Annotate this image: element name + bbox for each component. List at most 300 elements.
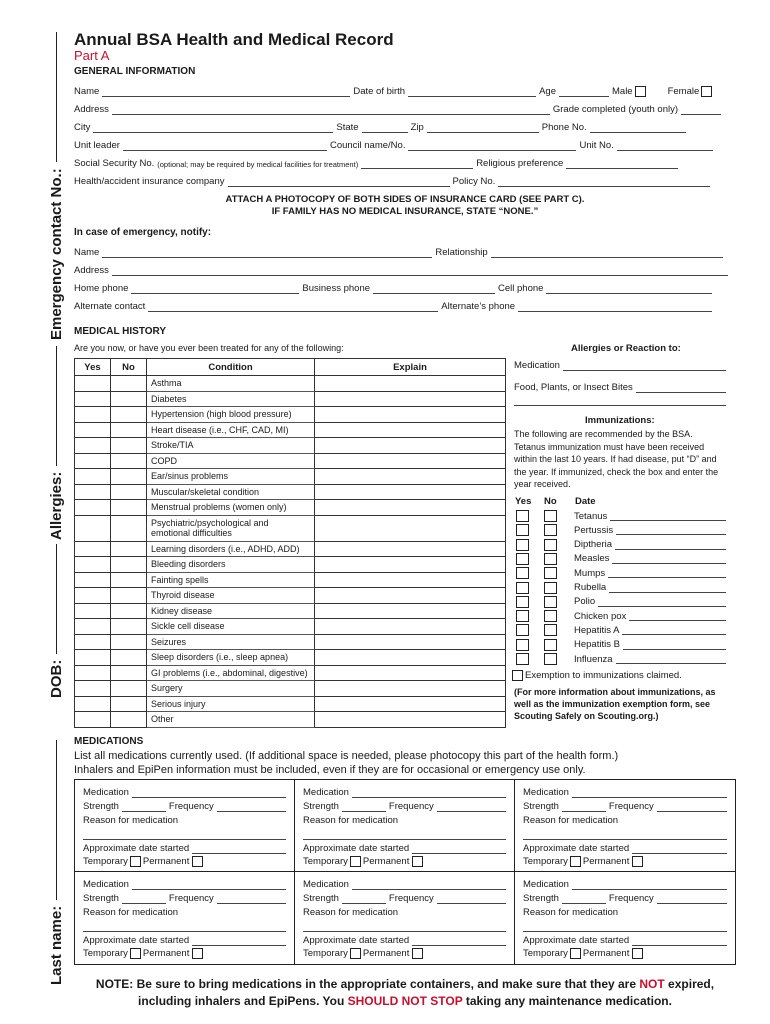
approx-date-label: Approximate date started <box>83 843 190 854</box>
med-name-field[interactable] <box>132 789 286 798</box>
condition-row <box>75 376 506 392</box>
condition-label: Menstrual problems (women only) <box>147 500 315 516</box>
row-allergy-med <box>514 358 726 371</box>
reason-label: Reason for medication <box>523 815 619 826</box>
ssn-field[interactable] <box>361 160 473 169</box>
condition-yes-cell[interactable] <box>75 650 111 666</box>
temporary-checkbox[interactable] <box>130 856 141 867</box>
approx-date-field[interactable] <box>192 937 286 946</box>
immunization-label: Mumps <box>574 567 606 579</box>
condition-label: Seizures <box>147 634 315 650</box>
medication-entry <box>295 780 515 872</box>
condition-label: Fainting spells <box>147 572 315 588</box>
home-phone-label: Home phone <box>74 283 129 294</box>
condition-yes-cell[interactable] <box>75 603 111 619</box>
approx-date-label: Approximate date started <box>83 935 190 946</box>
female-checkbox[interactable] <box>701 86 712 97</box>
grade-field[interactable] <box>681 106 721 115</box>
business-phone-field[interactable] <box>373 285 495 294</box>
temporary-checkbox[interactable] <box>350 856 361 867</box>
policy-label: Policy No. <box>452 176 496 187</box>
approx-date-field[interactable] <box>412 845 506 854</box>
permanent-label: Permanent <box>582 947 630 959</box>
condition-explain-field[interactable] <box>315 681 506 697</box>
imm-no-checkbox[interactable] <box>544 510 557 522</box>
reason-label: Reason for medication <box>83 907 179 918</box>
condition-row <box>75 391 506 407</box>
condition-row <box>75 650 506 666</box>
general-heading: GENERAL INFORMATION <box>74 66 196 77</box>
col-explain: Explain <box>315 359 506 376</box>
imm-no-checkbox[interactable] <box>544 639 557 651</box>
condition-explain-field[interactable] <box>315 391 506 407</box>
emergency-contact-side <box>48 32 65 340</box>
row-unit <box>74 138 736 151</box>
condition-row <box>75 665 506 681</box>
imm-no-checkbox[interactable] <box>544 596 557 608</box>
imm-no-checkbox[interactable] <box>544 653 557 665</box>
condition-yes-cell[interactable] <box>75 500 111 516</box>
medication-note <box>74 976 736 1010</box>
condition-no-cell[interactable] <box>111 422 147 438</box>
col-condition: Condition <box>147 359 315 376</box>
immunization-date-field[interactable] <box>615 541 726 550</box>
unit-no-field[interactable] <box>617 142 713 151</box>
strength-field[interactable] <box>562 895 606 904</box>
condition-label: COPD <box>147 453 315 469</box>
alternate-label: Alternate contact <box>74 301 146 312</box>
condition-no-cell[interactable] <box>111 588 147 604</box>
condition-no-cell[interactable] <box>111 650 147 666</box>
condition-yes-cell[interactable] <box>75 422 111 438</box>
approx-date-field[interactable] <box>412 937 506 946</box>
em-name-field[interactable] <box>102 249 432 258</box>
condition-explain-field[interactable] <box>315 603 506 619</box>
permanent-checkbox[interactable] <box>632 856 643 867</box>
immunization-row <box>516 538 726 552</box>
condition-explain-field[interactable] <box>315 696 506 712</box>
approx-date-field[interactable] <box>632 937 727 946</box>
approx-date-label: Approximate date started <box>523 843 630 854</box>
med-name-field[interactable] <box>572 789 727 798</box>
condition-no-cell[interactable] <box>111 541 147 557</box>
imm-yes-checkbox[interactable] <box>516 567 529 579</box>
condition-row <box>75 681 506 697</box>
condition-explain-field[interactable] <box>315 453 506 469</box>
em-address-field[interactable] <box>112 267 728 276</box>
reason-field[interactable] <box>523 923 727 932</box>
reason-field[interactable] <box>523 831 727 840</box>
unit-leader-field[interactable] <box>123 142 327 151</box>
condition-no-cell[interactable] <box>111 407 147 423</box>
condition-label: Other <box>147 712 315 728</box>
approx-date-field[interactable] <box>632 845 727 854</box>
unit-no-label: Unit No. <box>579 140 614 151</box>
condition-yes-cell[interactable] <box>75 438 111 454</box>
condition-label: Kidney disease <box>147 603 315 619</box>
male-checkbox[interactable] <box>635 86 646 97</box>
condition-no-cell[interactable] <box>111 619 147 635</box>
age-field[interactable] <box>559 88 609 97</box>
condition-explain-field[interactable] <box>315 376 506 392</box>
imm-no-checkbox[interactable] <box>544 582 557 594</box>
condition-explain-field[interactable] <box>315 619 506 635</box>
row-em-address <box>74 263 736 276</box>
condition-label: Hypertension (high blood pressure) <box>147 407 315 423</box>
frequency-label: Frequency <box>168 801 214 812</box>
age-label: Age <box>539 86 556 97</box>
immunization-date-field[interactable] <box>629 612 726 621</box>
condition-label: Heart disease (i.e., CHF, CAD, MI) <box>147 422 315 438</box>
condition-label: Muscular/skeletal condition <box>147 484 315 500</box>
med-name-label: Medication <box>523 879 569 890</box>
strength-field[interactable] <box>122 803 166 812</box>
imm-col-no: No <box>544 496 557 507</box>
policy-field[interactable] <box>498 178 710 187</box>
medication-entry <box>75 872 295 964</box>
last-name-side-line[interactable] <box>56 740 57 900</box>
phone-field[interactable] <box>590 124 686 133</box>
immunization-label: Influenza <box>574 653 613 665</box>
alternate-field[interactable] <box>148 303 438 312</box>
condition-no-cell[interactable] <box>111 515 147 541</box>
imm-no-checkbox[interactable] <box>544 524 557 536</box>
condition-no-cell[interactable] <box>111 557 147 573</box>
condition-yes-cell[interactable] <box>75 541 111 557</box>
condition-explain-field[interactable] <box>315 484 506 500</box>
imm-yes-checkbox[interactable] <box>516 639 529 651</box>
condition-yes-cell[interactable] <box>75 588 111 604</box>
condition-no-cell[interactable] <box>111 484 147 500</box>
emergency-side-label: Emergency contact No.: <box>48 168 65 340</box>
condition-label: Asthma <box>147 376 315 392</box>
condition-explain-field[interactable] <box>315 634 506 650</box>
temporary-label: Temporary <box>83 947 128 959</box>
condition-yes-cell[interactable] <box>75 572 111 588</box>
strength-label: Strength <box>83 893 119 904</box>
condition-no-cell[interactable] <box>111 603 147 619</box>
frequency-field[interactable] <box>217 895 286 904</box>
immunization-date-field[interactable] <box>616 655 726 664</box>
immunization-row <box>516 623 726 637</box>
condition-no-cell[interactable] <box>111 634 147 650</box>
reason-field[interactable] <box>83 831 286 840</box>
immunization-date-field[interactable] <box>609 584 726 593</box>
medication-entry <box>295 872 515 964</box>
med-name-label: Medication <box>523 787 569 798</box>
condition-yes-cell[interactable] <box>75 696 111 712</box>
immunization-date-field[interactable] <box>598 598 726 607</box>
reason-field[interactable] <box>303 831 506 840</box>
emergency-heading: In case of emergency, notify: <box>74 227 212 238</box>
condition-label: Sleep disorders (i.e., sleep apnea) <box>147 650 315 666</box>
allergy-food-field[interactable] <box>636 384 726 393</box>
condition-explain-field[interactable] <box>315 500 506 516</box>
imm-no-checkbox[interactable] <box>544 539 557 551</box>
allergy-food-label: Food, Plants, or Insect Bites <box>514 382 633 393</box>
frequency-field[interactable] <box>657 803 727 812</box>
attach-line-1: ATTACH A PHOTOCOPY OF BOTH SIDES OF INSURANCE CARD (SEE PART C). <box>225 194 585 205</box>
med-name-field[interactable] <box>132 881 286 890</box>
reason-label: Reason for medication <box>83 815 179 826</box>
condition-label: Ear/sinus problems <box>147 469 315 485</box>
condition-no-cell[interactable] <box>111 572 147 588</box>
strength-field[interactable] <box>122 895 166 904</box>
temporary-label: Temporary <box>303 947 348 959</box>
permanent-label: Permanent <box>582 855 630 867</box>
immunization-date-field[interactable] <box>622 626 726 635</box>
condition-yes-cell[interactable] <box>75 634 111 650</box>
condition-row <box>75 712 506 728</box>
name-field[interactable] <box>102 88 350 97</box>
imm-yes-checkbox[interactable] <box>516 553 529 565</box>
address-field[interactable] <box>112 106 550 115</box>
insurance-field[interactable] <box>228 178 450 187</box>
immunization-row <box>516 609 726 623</box>
immunization-row <box>516 638 726 652</box>
condition-explain-field[interactable] <box>315 515 506 541</box>
condition-explain-field[interactable] <box>315 572 506 588</box>
strength-field[interactable] <box>342 803 386 812</box>
allergy-med-field[interactable] <box>563 362 726 371</box>
med-name-label: Medication <box>83 879 129 890</box>
strength-field[interactable] <box>342 895 386 904</box>
allergies-side-label: Allergies: <box>48 471 65 540</box>
med-name-field[interactable] <box>352 881 506 890</box>
city-field[interactable] <box>93 124 333 133</box>
condition-no-cell[interactable] <box>111 376 147 392</box>
immunization-date-field[interactable] <box>612 555 726 564</box>
med-name-label: Medication <box>303 787 349 798</box>
allergy-med-label: Medication <box>514 360 560 371</box>
condition-no-cell[interactable] <box>111 391 147 407</box>
med-name-field[interactable] <box>572 881 727 890</box>
col-no: No <box>111 359 147 376</box>
condition-explain-field[interactable] <box>315 665 506 681</box>
exemption-label: Exemption to immunizations claimed. <box>525 670 682 681</box>
home-phone-field[interactable] <box>131 285 299 294</box>
immunization-date-field[interactable] <box>616 526 726 535</box>
condition-yes-cell[interactable] <box>75 665 111 681</box>
condition-yes-cell[interactable] <box>75 391 111 407</box>
permanent-checkbox[interactable] <box>632 948 643 959</box>
state-label: State <box>336 122 359 133</box>
frequency-label: Frequency <box>168 893 214 904</box>
condition-yes-cell[interactable] <box>75 515 111 541</box>
form-title: Annual BSA Health and Medical Record <box>74 30 394 49</box>
imm-no-checkbox[interactable] <box>544 624 557 636</box>
condition-explain-field[interactable] <box>315 541 506 557</box>
condition-label: Learning disorders (i.e., ADHD, ADD) <box>147 541 315 557</box>
allergies-heading: Allergies or Reaction to: <box>571 343 681 354</box>
reason-field[interactable] <box>303 923 506 932</box>
dob-label: Date of birth <box>353 86 406 97</box>
condition-row <box>75 500 506 516</box>
condition-no-cell[interactable] <box>111 469 147 485</box>
imm-no-checkbox[interactable] <box>544 610 557 622</box>
permanent-checkbox[interactable] <box>412 856 423 867</box>
phone-label: Phone No. <box>541 122 587 133</box>
dob-side-label: DOB: <box>48 659 65 698</box>
business-phone-label: Business phone <box>302 283 371 294</box>
imm-yes-checkbox[interactable] <box>516 610 529 622</box>
relationship-field[interactable] <box>491 249 723 258</box>
imm-yes-checkbox[interactable] <box>516 653 529 665</box>
immunization-date-field[interactable] <box>608 569 726 578</box>
row-ssn <box>74 156 736 169</box>
condition-row <box>75 407 506 423</box>
row-insurance <box>74 174 736 187</box>
approx-date-field[interactable] <box>192 845 286 854</box>
condition-explain-field[interactable] <box>315 422 506 438</box>
immunization-label: Diptheria <box>574 539 613 551</box>
strength-field[interactable] <box>562 803 606 812</box>
condition-explain-field[interactable] <box>315 712 506 728</box>
alt-phone-field[interactable] <box>518 303 712 312</box>
condition-no-cell[interactable] <box>111 681 147 697</box>
imm-yes-checkbox[interactable] <box>516 510 529 522</box>
imm-yes-checkbox[interactable] <box>516 539 529 551</box>
condition-yes-cell[interactable] <box>75 469 111 485</box>
note-text-3: including inhalers and EpiPens. You <box>138 994 348 1008</box>
row-allergy-food <box>514 380 726 393</box>
council-field[interactable] <box>408 142 576 151</box>
dob-side-line[interactable] <box>56 544 57 654</box>
imm-col-yes: Yes <box>515 496 532 507</box>
immunization-row <box>516 652 726 666</box>
condition-label: Psychiatric/psychological and emotional difficulties <box>147 515 315 541</box>
row-em-phones <box>74 281 736 294</box>
reason-label: Reason for medication <box>303 907 399 918</box>
temporary-label: Temporary <box>523 947 568 959</box>
condition-row <box>75 438 506 454</box>
religious-field[interactable] <box>566 160 678 169</box>
permanent-checkbox[interactable] <box>192 856 203 867</box>
medications-grid <box>74 779 736 965</box>
condition-yes-cell[interactable] <box>75 712 111 728</box>
condition-no-cell[interactable] <box>111 438 147 454</box>
condition-no-cell[interactable] <box>111 500 147 516</box>
insurance-label: Health/accident insurance company <box>74 176 225 187</box>
condition-row <box>75 453 506 469</box>
permanent-checkbox[interactable] <box>412 948 423 959</box>
immunization-row <box>516 566 726 580</box>
zip-field[interactable] <box>427 124 539 133</box>
immunization-date-field[interactable] <box>610 512 726 521</box>
name-label: Name <box>74 86 100 97</box>
conditions-table <box>74 358 506 728</box>
attach-notice <box>74 194 736 218</box>
allergy-extra-line[interactable] <box>514 405 726 406</box>
row-city <box>74 120 736 133</box>
condition-row <box>75 541 506 557</box>
medications-line-2: Inhalers and EpiPen information must be included, even if they are for occasional or emergency use only. <box>74 764 586 776</box>
frequency-field[interactable] <box>437 895 506 904</box>
condition-yes-cell[interactable] <box>75 453 111 469</box>
frequency-field[interactable] <box>657 895 727 904</box>
immunization-label: Hepatitis A <box>574 624 620 636</box>
temporary-checkbox[interactable] <box>130 948 141 959</box>
immunization-row <box>516 595 726 609</box>
immunizations-heading: Immunizations: <box>585 415 655 426</box>
ssn-label: Social Security No. <box>74 158 155 169</box>
note-text-1: NOTE: Be sure to bring medications in the appropriate containers, and make sure that they are <box>95 977 640 991</box>
cell-phone-field[interactable] <box>546 285 712 294</box>
condition-no-cell[interactable] <box>111 696 147 712</box>
permanent-checkbox[interactable] <box>192 948 203 959</box>
condition-yes-cell[interactable] <box>75 557 111 573</box>
condition-explain-field[interactable] <box>315 650 506 666</box>
imm-no-checkbox[interactable] <box>544 567 557 579</box>
reason-field[interactable] <box>83 923 286 932</box>
row-em-name <box>74 245 736 258</box>
frequency-field[interactable] <box>217 803 286 812</box>
cell-phone-label: Cell phone <box>498 283 544 294</box>
imm-yes-checkbox[interactable] <box>516 582 529 594</box>
emergency-side-line[interactable] <box>56 32 57 162</box>
condition-row <box>75 557 506 573</box>
condition-no-cell[interactable] <box>111 712 147 728</box>
approx-date-label: Approximate date started <box>303 843 410 854</box>
condition-yes-cell[interactable] <box>75 407 111 423</box>
temporary-checkbox[interactable] <box>570 856 581 867</box>
condition-explain-field[interactable] <box>315 557 506 573</box>
condition-no-cell[interactable] <box>111 453 147 469</box>
temporary-checkbox[interactable] <box>350 948 361 959</box>
imm-no-checkbox[interactable] <box>544 553 557 565</box>
condition-explain-field[interactable] <box>315 588 506 604</box>
row-name <box>74 84 736 97</box>
condition-no-cell[interactable] <box>111 665 147 681</box>
med-name-label: Medication <box>83 787 129 798</box>
female-label: Female <box>667 86 700 97</box>
dob-field[interactable] <box>408 88 536 97</box>
condition-row <box>75 634 506 650</box>
condition-yes-cell[interactable] <box>75 484 111 500</box>
imm-yes-checkbox[interactable] <box>516 524 529 536</box>
condition-explain-field[interactable] <box>315 469 506 485</box>
condition-yes-cell[interactable] <box>75 376 111 392</box>
state-field[interactable] <box>362 124 408 133</box>
relationship-label: Relationship <box>435 247 488 258</box>
condition-row <box>75 422 506 438</box>
temporary-label: Temporary <box>303 855 348 867</box>
male-label: Male <box>612 86 633 97</box>
note-should-not-stop: SHOULD NOT STOP <box>347 994 463 1008</box>
condition-row <box>75 484 506 500</box>
exemption-checkbox[interactable] <box>512 670 523 681</box>
temporary-checkbox[interactable] <box>570 948 581 959</box>
immunization-label: Rubella <box>574 582 607 593</box>
frequency-field[interactable] <box>437 803 506 812</box>
note-text-4: taking any maintenance medication. <box>462 994 672 1008</box>
condition-explain-field[interactable] <box>315 407 506 423</box>
condition-yes-cell[interactable] <box>75 619 111 635</box>
immunization-row <box>516 581 726 595</box>
frequency-label: Frequency <box>608 893 654 904</box>
med-name-field[interactable] <box>352 789 506 798</box>
condition-explain-field[interactable] <box>315 438 506 454</box>
allergies-side-line[interactable] <box>56 346 57 466</box>
immunization-label: Chicken pox <box>574 610 627 622</box>
imm-yes-checkbox[interactable] <box>516 624 529 636</box>
address-label: Address <box>74 104 109 115</box>
strength-label: Strength <box>303 893 339 904</box>
imm-yes-checkbox[interactable] <box>516 596 529 608</box>
condition-row <box>75 469 506 485</box>
condition-yes-cell[interactable] <box>75 681 111 697</box>
immunization-date-field[interactable] <box>623 641 726 650</box>
